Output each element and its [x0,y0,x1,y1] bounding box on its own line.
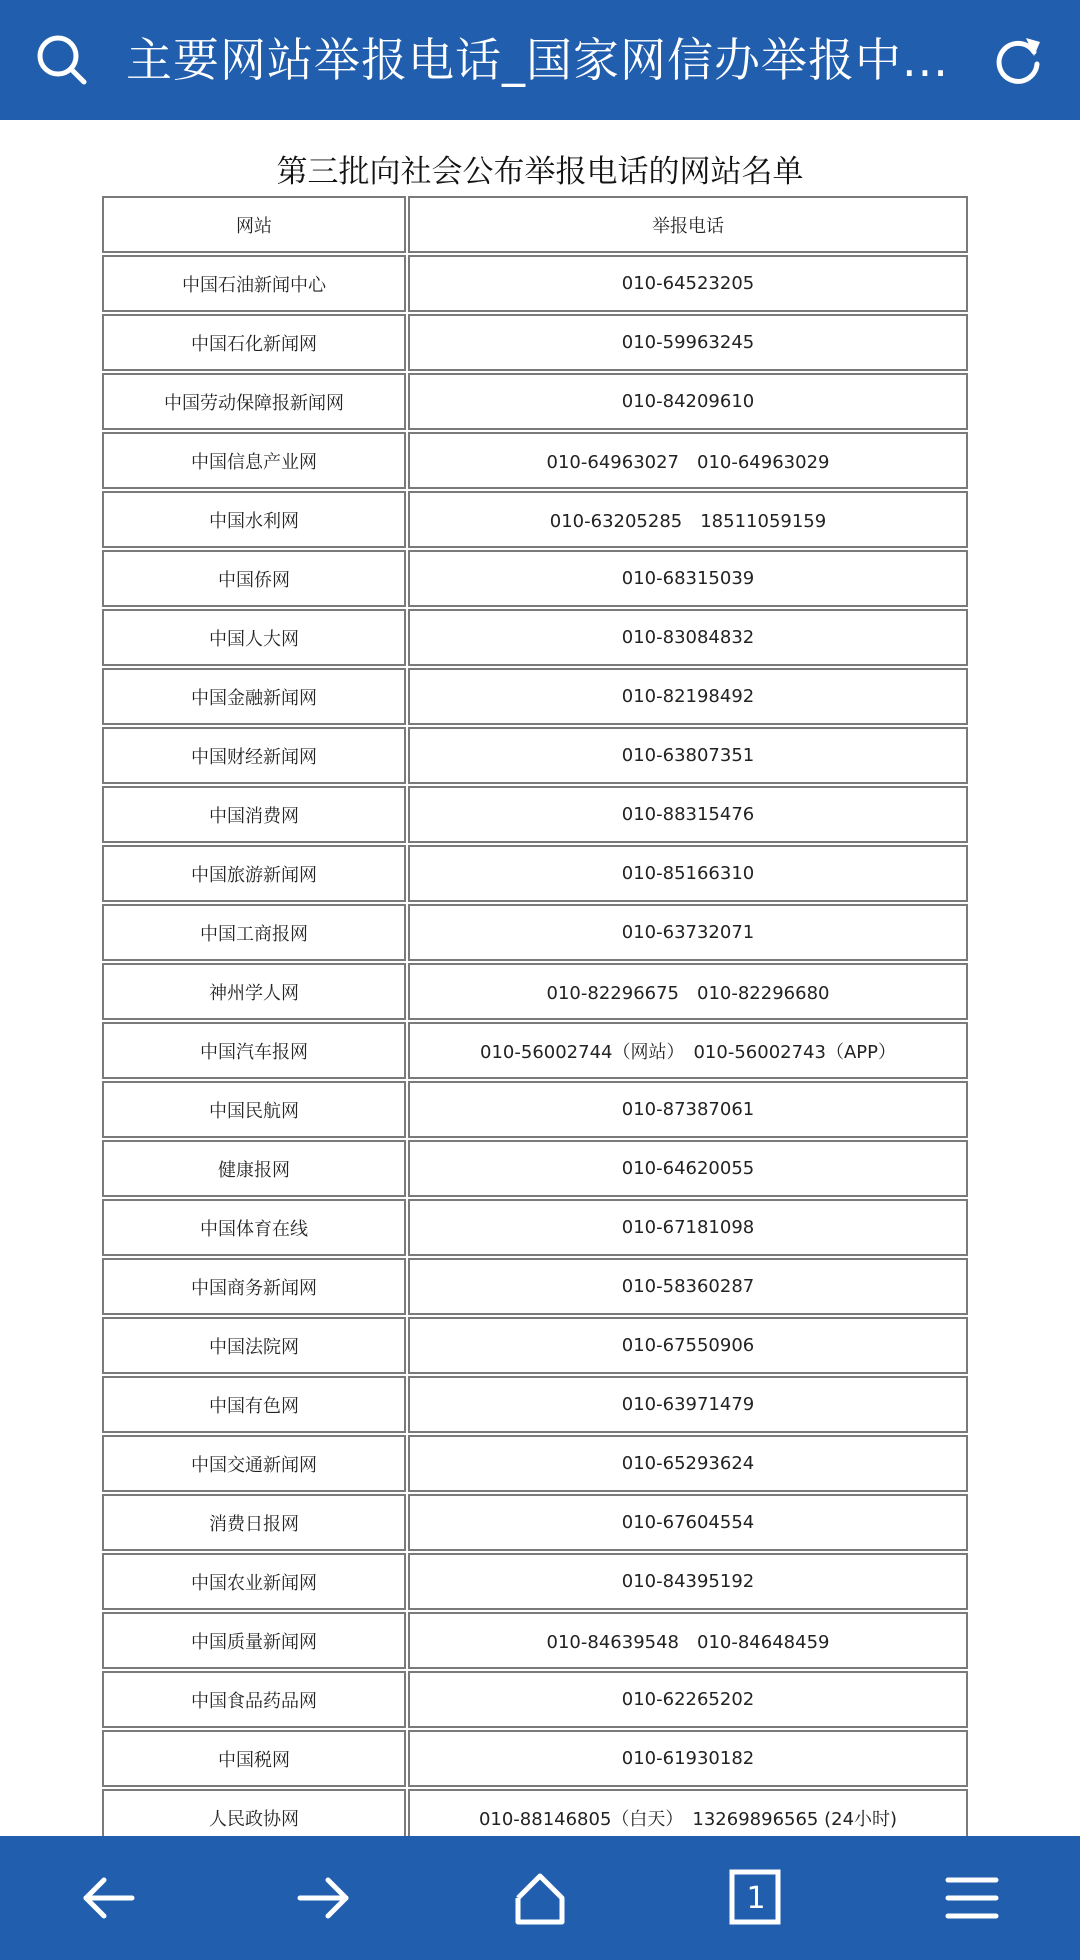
tab-count: 1 [746,1880,766,1916]
site-name-cell: 中国水利网 [102,491,406,548]
table-row [102,1258,968,1315]
site-name-cell: 中国石化新闻网 [102,314,406,371]
column-header-phone: 举报电话 [408,196,968,253]
site-name-cell: 中国交通新闻网 [102,1435,406,1492]
site-name-cell: 中国民航网 [102,1081,406,1138]
forward-button[interactable] [288,1862,360,1934]
table-row [102,432,968,489]
report-phone-cell: 010-58360287 [408,1258,968,1315]
report-phone-cell: 010-84209610 [408,373,968,430]
reload-button[interactable] [982,24,1054,96]
site-name-cell: 中国食品药品网 [102,1671,406,1728]
site-name-cell: 中国旅游新闻网 [102,845,406,902]
table-row [102,1671,968,1728]
site-name-cell: 消费日报网 [102,1494,406,1551]
site-name-cell: 中国侨网 [102,550,406,607]
table-header-row [102,196,968,253]
report-phone-cell: 010-64963027 010-64963029 [408,432,968,489]
report-phone-cell: 010-82296675 010-82296680 [408,963,968,1020]
site-name-cell: 中国财经新闻网 [102,727,406,784]
table-row [102,1081,968,1138]
table-row [102,373,968,430]
menu-icon [942,1868,1002,1928]
site-name-cell: 中国商务新闻网 [102,1258,406,1315]
report-phone-cell: 010-56002744（网站） 010-56002743（APP） [408,1022,968,1079]
browser-bottom-bar [0,1836,1080,1960]
report-phone-cell: 010-65293624 [408,1435,968,1492]
back-arrow-icon [78,1868,138,1928]
table-row [102,1730,968,1787]
report-phone-cell: 010-68315039 [408,550,968,607]
report-phone-cell: 010-88315476 [408,786,968,843]
site-name-cell: 中国石油新闻中心 [102,255,406,312]
table-row [102,1789,968,1836]
reload-icon [990,32,1046,88]
site-name-cell: 中国金融新闻网 [102,668,406,725]
report-phone-cell: 010-59963245 [408,314,968,371]
menu-button[interactable] [936,1862,1008,1934]
site-name-cell: 神州学人网 [102,963,406,1020]
report-phone-cell: 010-67604554 [408,1494,968,1551]
report-phone-cell: 010-67550906 [408,1317,968,1374]
report-phone-cell: 010-83084832 [408,609,968,666]
tabs-button[interactable] [720,1862,792,1934]
table-row [102,550,968,607]
site-name-cell: 中国有色网 [102,1376,406,1433]
site-name-cell: 中国质量新闻网 [102,1612,406,1669]
home-button[interactable] [504,1862,576,1934]
report-phone-cell: 010-64523205 [408,255,968,312]
report-phone-cell: 010-63732071 [408,904,968,961]
table-row [102,1494,968,1551]
table-row [102,1376,968,1433]
table-row [102,314,968,371]
document-heading: 第三批向社会公布举报电话的网站名单 [276,154,804,190]
search-icon [34,32,90,88]
report-phone-cell: 010-63807351 [408,727,968,784]
search-button[interactable] [26,24,98,96]
site-name-cell: 中国消费网 [102,786,406,843]
table-row [102,491,968,548]
table-row [102,1435,968,1492]
table-row [102,845,968,902]
report-phone-table [100,194,970,1836]
table-row [102,609,968,666]
site-name-cell: 中国法院网 [102,1317,406,1374]
report-phone-cell: 010-85166310 [408,845,968,902]
site-name-cell: 中国工商报网 [102,904,406,961]
browser-top-bar [0,0,1080,120]
report-phone-cell: 010-88146805（白天） 13269896565 (24小时) [408,1789,968,1836]
site-name-cell: 中国信息产业网 [102,432,406,489]
table-row [102,727,968,784]
forward-arrow-icon [294,1868,354,1928]
table-row [102,1553,968,1610]
web-content[interactable] [0,120,1080,1836]
site-name-cell: 中国汽车报网 [102,1022,406,1079]
table-row [102,668,968,725]
report-phone-cell: 010-63971479 [408,1376,968,1433]
report-phone-cell: 010-62265202 [408,1671,968,1728]
table-row [102,1612,968,1669]
report-phone-cell: 010-61930182 [408,1730,968,1787]
site-name-cell: 中国税网 [102,1730,406,1787]
site-name-cell: 中国体育在线 [102,1199,406,1256]
page-title[interactable]: 主要网站举报电话_国家网信办举报中... [126,33,949,87]
report-phone-cell: 010-84395192 [408,1553,968,1610]
site-name-cell: 中国农业新闻网 [102,1553,406,1610]
table-row [102,1022,968,1079]
table-row [102,786,968,843]
report-phone-cell: 010-63205285 18511059159 [408,491,968,548]
table-row [102,1140,968,1197]
report-phone-cell: 010-84639548 010-84648459 [408,1612,968,1669]
report-phone-cell: 010-64620055 [408,1140,968,1197]
report-phone-cell: 010-82198492 [408,668,968,725]
table-row [102,963,968,1020]
table-row [102,255,968,312]
column-header-site: 网站 [102,196,406,253]
report-phone-cell: 010-87387061 [408,1081,968,1138]
table-row [102,1199,968,1256]
report-phone-cell: 010-67181098 [408,1199,968,1256]
back-button[interactable] [72,1862,144,1934]
site-name-cell: 中国劳动保障报新闻网 [102,373,406,430]
site-name-cell: 人民政协网 [102,1789,406,1836]
site-name-cell: 中国人大网 [102,609,406,666]
table-row [102,1317,968,1374]
home-icon [510,1868,570,1928]
table-row [102,904,968,961]
site-name-cell: 健康报网 [102,1140,406,1197]
